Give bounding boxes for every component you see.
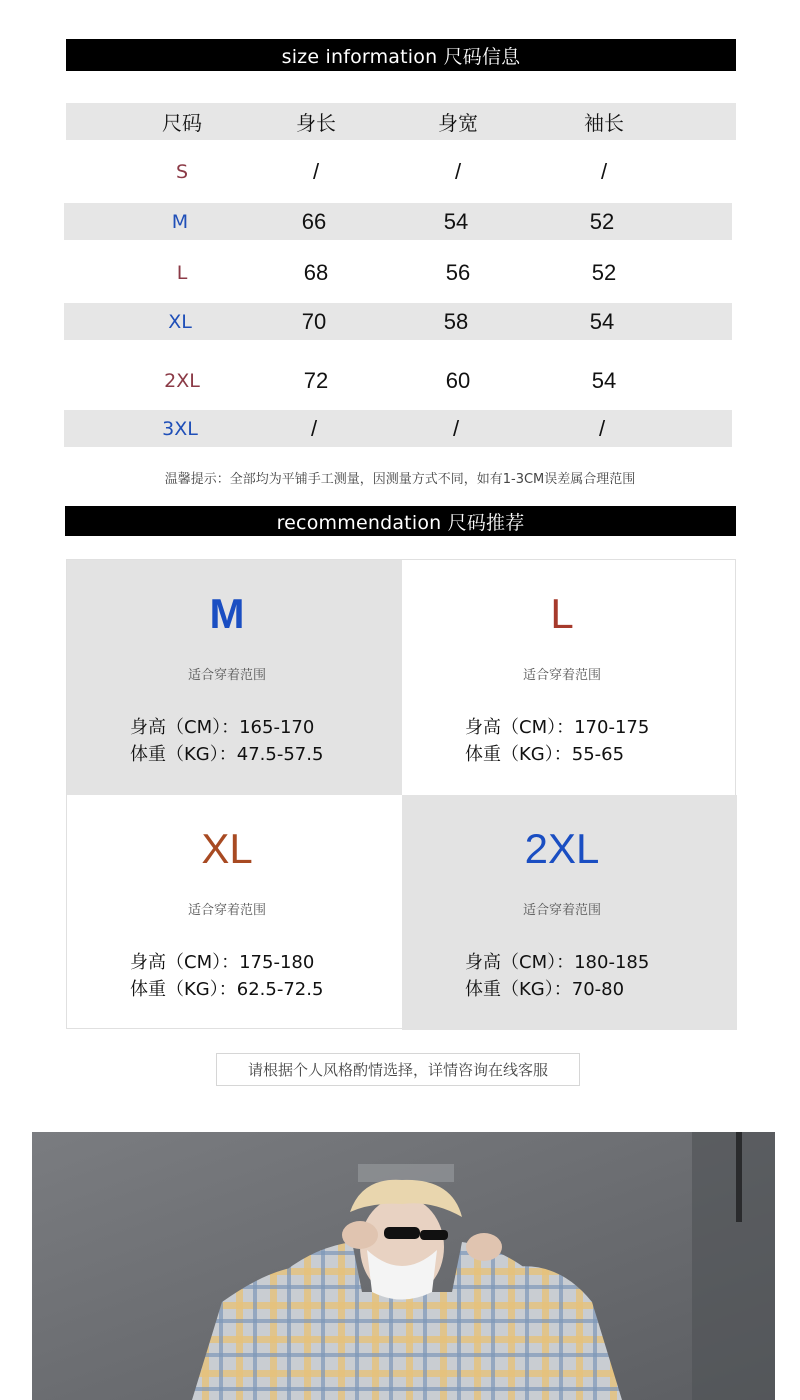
recommend-weight: 体重（KG）：62.5-72.5	[130, 979, 324, 1000]
recommend-subtitle: 适合穿着范围	[522, 903, 601, 918]
sleeve-value: 54	[589, 308, 615, 334]
recommend-card-l	[402, 560, 737, 795]
recommend-size: L	[550, 590, 574, 637]
size-label: S	[175, 160, 189, 183]
width-value: /	[454, 158, 462, 184]
sleeve-value: 52	[589, 208, 615, 234]
recommend-card-2xl	[402, 795, 737, 1030]
size-row-l	[66, 254, 736, 291]
recommend-weight: 体重（KG）：55-65	[465, 744, 625, 765]
size-label: L	[176, 261, 188, 284]
size-label: 3XL	[162, 417, 198, 440]
model-photo	[32, 1132, 775, 1400]
consult-text: 请根据个人风格酌情选择，详情咨询在线客服	[247, 1061, 548, 1079]
recommend-height: 身高（CM）：180-185	[465, 952, 650, 973]
recommend-height: 身高（CM）：175-180	[130, 952, 315, 973]
length-value: 68	[303, 259, 329, 285]
width-value: 54	[443, 208, 469, 234]
header-sleeve: 袖长	[584, 111, 624, 135]
length-value: 66	[301, 208, 327, 234]
sleeve-value: 52	[591, 259, 617, 285]
recommend-subtitle: 适合穿着范围	[187, 668, 266, 683]
recommend-height: 身高（CM）：170-175	[465, 717, 650, 738]
size-row-xl	[64, 303, 732, 340]
recommend-card-xl	[67, 795, 402, 1030]
size-table-header	[66, 103, 736, 140]
length-value: 70	[301, 308, 327, 334]
length-value: /	[312, 158, 320, 184]
recommend-size: 2XL	[524, 825, 600, 872]
recommend-height: 身高（CM）：165-170	[130, 717, 315, 738]
size-row-s	[66, 153, 736, 190]
recommendation-banner	[65, 506, 736, 536]
recommend-size: M	[209, 590, 245, 637]
sleeve-value: /	[598, 415, 606, 441]
width-value: 58	[443, 308, 469, 334]
size-row-2xl	[66, 362, 736, 399]
recommend-weight: 体重（KG）：47.5-57.5	[130, 744, 324, 765]
width-value: /	[452, 415, 460, 441]
consult-customer-service	[216, 1053, 580, 1086]
model-photo-illustration	[32, 1132, 775, 1400]
recommend-size: XL	[201, 825, 253, 872]
size-label: 2XL	[164, 369, 200, 392]
size-information-title: size information 尺码信息	[281, 45, 521, 68]
size-label: M	[171, 210, 189, 233]
size-label: XL	[168, 310, 192, 333]
recommend-subtitle: 适合穿着范围	[522, 668, 601, 683]
size-information-banner	[66, 39, 736, 71]
recommendation-grid	[66, 559, 736, 1029]
sleeve-value: /	[600, 158, 608, 184]
length-value: /	[310, 415, 318, 441]
recommend-subtitle: 适合穿着范围	[187, 903, 266, 918]
size-row-3xl	[64, 410, 732, 447]
recommend-weight: 体重（KG）：70-80	[465, 979, 625, 1000]
recommend-card-m	[67, 560, 402, 795]
measurement-note: 温馨提示：全部均为平铺手工测量，因测量方式不同，如有1-3CM误差属合理范围	[164, 472, 636, 487]
width-value: 60	[445, 367, 471, 393]
header-length: 身长	[296, 111, 336, 135]
length-value: 72	[303, 367, 329, 393]
recommendation-title: recommendation 尺码推荐	[276, 511, 525, 534]
size-row-m	[64, 203, 732, 240]
header-size: 尺码	[162, 111, 202, 135]
header-width: 身宽	[438, 111, 478, 135]
sleeve-value: 54	[591, 367, 617, 393]
width-value: 56	[445, 259, 471, 285]
